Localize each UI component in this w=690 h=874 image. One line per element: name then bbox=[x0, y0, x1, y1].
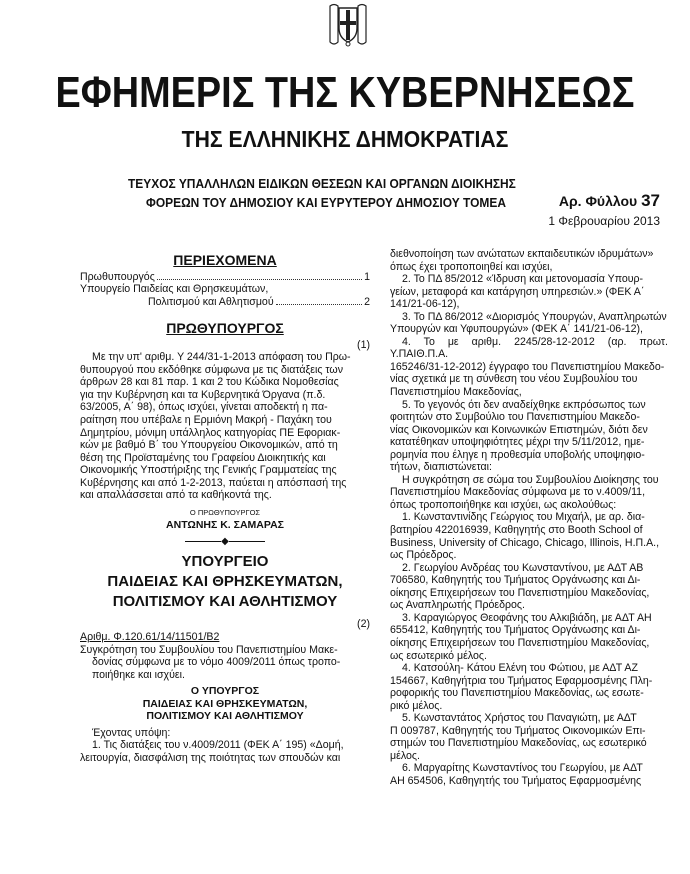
body-line: 5. Το γεγονός ότι δεν αναδείχθηκε εκπρόσωπος των bbox=[402, 398, 646, 411]
body-line: για την Κυβέρνηση και τα Κυβερνητικά Όργανα (π.δ. bbox=[80, 388, 326, 401]
body-line: 2. Γεωργίου Ανδρέας του Κωνσταντίνου, με ΑΔΤ ΑΒ bbox=[402, 561, 644, 574]
body-line: Η συγκρότηση σε σώμα του Συμβουλίου Διοίκησης του bbox=[402, 473, 659, 486]
body-line: οίκησης Επιχειρήσεων του Πανεπιστημίου Μακεδονίας, bbox=[390, 586, 650, 599]
body-line: ρικό μέλος. bbox=[390, 699, 443, 712]
body-line: στημών του Πανεπιστημίου Μακεδονίας, ως εσωτερικό bbox=[390, 737, 647, 750]
body-line: ως εσωτερικό μέλος. bbox=[390, 649, 487, 662]
authority-heading: Ο ΥΠΟΥΡΓΟΣ ΠΑΙΔΕΙΑΣ ΚΑΙ ΘΡΗΣΚΕΥΜΑΤΩΝ, ΠΟΛΙΤΙΣΜΟΥ ΚΑΙ ΑΘΛΗΤΙΣΜΟΥ bbox=[142, 685, 308, 723]
body-line: Κυβέρνησης και από 1-2-2013, παύεται η απόσπασή της bbox=[80, 476, 347, 489]
body-line: Με την υπ' αριθμ. Υ 244/31-1-2013 απόφαση του Πρω- bbox=[92, 351, 351, 364]
body-line: λειτουργία, διασφάλιση της ποιότητας των σπουδών και bbox=[80, 751, 341, 764]
toc-row: Πρωθυπουργός 1 bbox=[80, 270, 370, 283]
body-line: νίας σχετικά με τη σύνθεση του νέου Συμβουλίου του bbox=[390, 373, 638, 386]
divider: ◆ bbox=[80, 536, 370, 549]
gazette-title: ΕΦΗΜΕΡΙΣ ΤΗΣ ΚΥΒΕΡΝΗΣΕΩΣ bbox=[55, 68, 635, 117]
body-line: Π 009787, Καθηγητής του Τμήματος Οικονομικών Επι- bbox=[390, 724, 646, 737]
decision-number: (1) bbox=[357, 338, 370, 351]
body-line: τήτων, διαπιστώνεται: bbox=[390, 461, 492, 474]
body-line: οίκησης Επιχειρήσεων του Πανεπιστημίου Μακεδονίας, bbox=[390, 636, 650, 649]
sheet-number: Αρ. Φύλλου 37 bbox=[558, 191, 660, 210]
body-line: διεθνοποίηση των ανώτατων εκπαιδευτικών ιδρυμάτων» bbox=[390, 248, 654, 260]
decision-text bbox=[80, 351, 370, 502]
body-line: Business, University of Chicago, Chicago, Illinois, Η.Π.Α., bbox=[390, 536, 660, 549]
body-line: 6. Μαργαρίτης Κωνσταντίνος του Γεωργίου, με ΑΔΤ bbox=[402, 762, 643, 775]
body-line: θυπουργού που εκδόθηκε σύμφωνα με τις διατάξεις των bbox=[80, 363, 343, 376]
right-column bbox=[390, 248, 668, 788]
body-line: δονίας σύμφωνα με το νόμο 4009/2011 όπως τροπο- bbox=[92, 656, 341, 669]
body-line: ποιήθηκε και ισχύει. bbox=[92, 668, 185, 681]
greek-coat-of-arms-icon bbox=[324, 2, 372, 48]
body-line: 154667, Καθηγήτρια του Τμήματος Εφαρμοσμένης Πλη- bbox=[390, 674, 653, 687]
body-line: βατηρίου 422016939, Καθηγητής στο Booth School of bbox=[390, 524, 643, 537]
body-line: 4. Κατσούλη- Κάτου Ελένη του Φώτιου, με ΑΔΤ ΑΖ bbox=[402, 662, 638, 675]
body-line: 4. Το με αριθμ. 2245/28-12-2012 (αρ. πρωτ. Υ.ΠΑΙΘ.Π.Α. bbox=[390, 335, 668, 361]
issue-date: 1 Φεβρουαρίου 2013 bbox=[548, 214, 660, 228]
ministry-heading: ΥΠΟΥΡΓΕΙΟ ΠΑΙΔΕΙΑΣ ΚΑΙ ΘΡΗΣΚΕΥΜΑΤΩΝ, ΠΟΛΙΤΙΣΜΟΥ ΚΑΙ ΑΘΛΗΤΙΣΜΟΥ bbox=[107, 553, 343, 611]
body-line: άρθρων 28 και 81 παρ. 1 και 2 του Κώδικα Νομοθεσίας bbox=[80, 376, 339, 389]
body-line: όπως τροποποιήθηκε και ισχύει, ως ακολούθως: bbox=[390, 498, 617, 511]
body-line: Συγκρότηση του Συμβουλίου του Πανεπιστημίου Μακε- bbox=[80, 643, 338, 656]
body-line: 3. Το ΠΔ 86/2012 «Διορισμός Υπουργών, Αναπληρωτών bbox=[402, 310, 667, 323]
toc-row: Πολιτισμού και Αθλητισμού 2 bbox=[148, 295, 370, 308]
body-line: 1. Τις διατάξεις του ν.4009/2011 (ΦΕΚ Α΄ 195) «Δομή, bbox=[92, 739, 344, 752]
gazette-subtitle: ΤΗΣ ΕΛΛΗΝΙΚΗΣ ΔΗΜΟΚΡΑΤΙΑΣ bbox=[181, 126, 509, 152]
body-line: γείων, μεταφορά και κατάργηση υπηρεσιών.» (ΦΕΚ Α΄ bbox=[390, 285, 645, 298]
signer-name: ΑΝΤΩΝΗΣ Κ. ΣΑΜΑΡΑΣ bbox=[166, 519, 284, 532]
body-line: 165246/31-12-2012) έγγραφο του Πανεπιστημίου Μακεδο- bbox=[390, 360, 665, 373]
issue-line-2: ΦΟΡΕΩΝ ΤΟΥ ΔΗΜΟΣΙΟΥ ΚΑΙ ΕΥΡΥΤΕΡΟΥ ΔΗΜΟΣΙΟΥ ΤΟΜΕΑ bbox=[146, 195, 506, 210]
body-line: κατατέθηκαν υποψηφιότητες μέχρι την 5/11/2012, ημε- bbox=[390, 436, 645, 449]
body-line: κών με βαθμό Β΄ του Υπουργείου Οικονομικών, από τη bbox=[80, 439, 338, 452]
decision-subject bbox=[80, 644, 370, 682]
body-line: 2. Το ΠΔ 85/2012 «Ίδρυση και μετονομασία Υπουρ- bbox=[402, 273, 644, 286]
toc-row: Υπουργείο Παιδείας και Θρησκευμάτων, bbox=[80, 283, 269, 296]
considering: Έχοντας υπόψη: bbox=[92, 726, 171, 739]
body-line: Πανεπιστημίου Μακεδονίας, bbox=[390, 386, 522, 399]
body-line: όπως έχει τροποποιηθεί και ισχύει, bbox=[390, 260, 553, 273]
body-line: Υπουργών και Υφυπουργών» (ΦΕΚ Α΄ 141/21-06-12), bbox=[390, 323, 643, 336]
body-line: Πανεπιστημίου Μακεδονίας σύμφωνα με το ν.4009/11, bbox=[390, 486, 646, 499]
body-line: ως Αναπληρωτής Πρόεδρος. bbox=[390, 599, 525, 612]
body-line: ρομηνία που έληγε η προθεσμία υποβολής υποψηφιο- bbox=[390, 448, 645, 461]
body-line: 63/2005, Α΄ 98), όπως ισχύει, γίνεται αποδεκτή η πα- bbox=[80, 401, 328, 414]
body-line: 1. Κωνσταντινίδης Γεώργιος του Μιχαήλ, με αρ. δια- bbox=[402, 511, 645, 524]
body-line: 655412, Καθηγητής του Τμήματος Οργάνωσης και Δι- bbox=[390, 624, 641, 637]
body-line: ΑΗ 654506, Καθηγητής του Τμήματος Εφαρμοσμένης bbox=[390, 774, 642, 787]
body-line: Οικονομικής Υποστήριξης της Γενικής Γραμματείας της bbox=[80, 464, 337, 477]
decision-ref: Αριθμ. Φ.120.61/14/11501/Β2 bbox=[80, 631, 220, 644]
body-line: Δημητρίου, μόνιμη υπάλληλος κατηγορίας ΠΕ Εφοριακ- bbox=[80, 426, 341, 439]
body-line: μέλος. bbox=[390, 749, 420, 762]
body-line: νίας Οικονομικών και Κοινωνικών Επιστημών, διότι δεν bbox=[390, 423, 648, 436]
body-line: 706580, Καθηγητής του Τμήματος Οργάνωσης και Δι- bbox=[390, 574, 641, 587]
body-line: 141/21-06-12), bbox=[390, 298, 460, 311]
left-column bbox=[80, 248, 370, 764]
section-heading: ΠΡΩΘΥΠΟΥΡΓΟΣ bbox=[166, 320, 284, 337]
issue-line-1: ΤΕΥΧΟΣ ΥΠΑΛΛΗΛΩΝ ΕΙΔΙΚΩΝ ΘΕΣΕΩΝ ΚΑΙ ΟΡΓΑΝΩΝ ΔΙΟΙΚΗΣΗΣ bbox=[128, 176, 516, 191]
body-line: θέση της Προϊσταμένης του Γραφείου Διοικητικής και bbox=[80, 451, 326, 464]
body-line: φοιτητών στο Συμβούλιο του Πανεπιστημίου Μακεδο- bbox=[390, 411, 640, 424]
body-line: ροφορικής του Πανεπιστημίου Μακεδονίας, ως εσωτε- bbox=[390, 687, 644, 700]
body-line: 5. Κωνσταντάτος Χρήστος του Παναγιώτη, με ΑΔΤ bbox=[402, 712, 637, 725]
body-line: ως Πρόεδρος. bbox=[390, 549, 457, 562]
body-line: ραίτηση που υπέβαλε η Ερμιόνη Μακρή - Παχάκη του bbox=[80, 414, 332, 427]
decision-number: (2) bbox=[357, 618, 370, 631]
body-line: 3. Καραγιώργος Θεοφάνης του Αλκιβιάδη, με ΑΔΤ ΑΗ bbox=[402, 611, 652, 624]
toc-heading: ΠΕΡΙΕΧΟΜΕΝΑ bbox=[173, 252, 277, 268]
signer-title: Ο ΠΡΩΘΥΠΟΥΡΓΟΣ bbox=[189, 507, 261, 517]
body-line: και απαλλάσσεται από τα καθήκοντά της. bbox=[80, 489, 272, 502]
